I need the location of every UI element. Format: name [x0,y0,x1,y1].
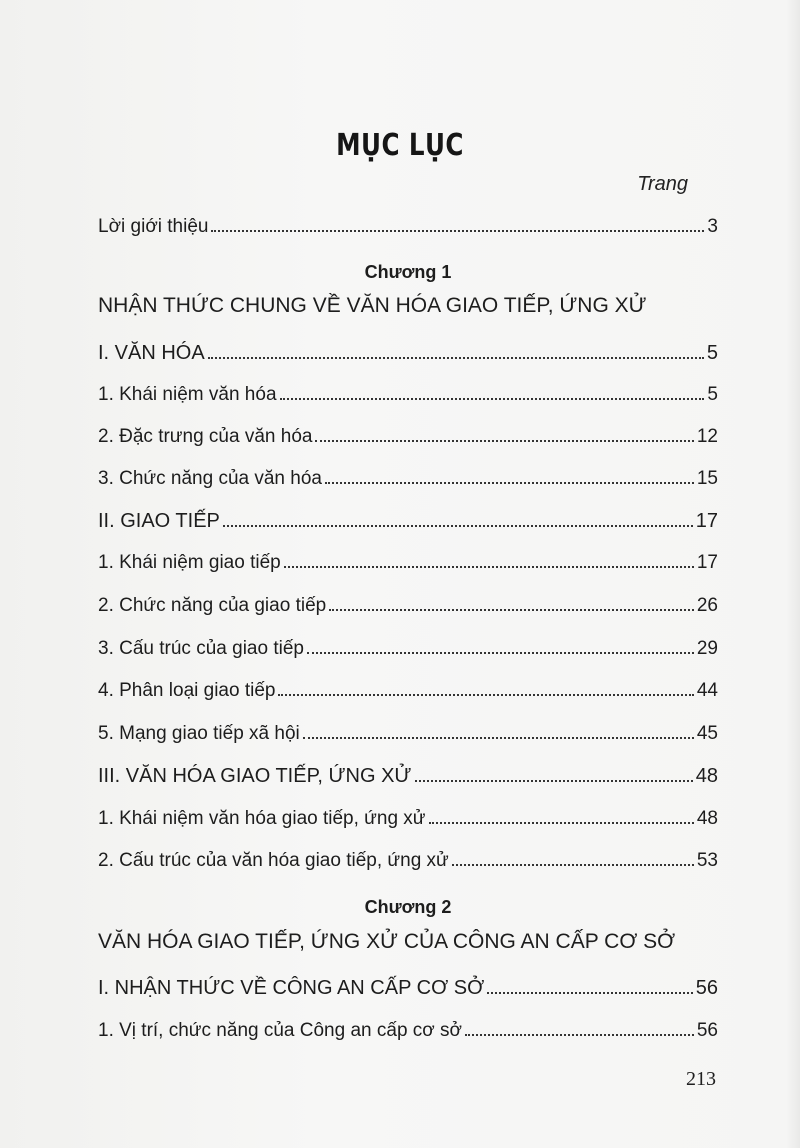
toc-entry-page: 44 [696,680,718,701]
leader-dots [284,565,694,568]
toc-entry-label: 2. Đặc trưng của văn hóa [98,426,313,447]
toc-entry [98,721,718,747]
toc-entry-label: 1. Khái niệm giao tiếp [98,552,281,573]
leader-dots [208,356,704,359]
leader-dots [307,651,694,654]
toc-entry-label: 2. Cấu trúc của văn hóa giao tiếp, ứng xử [98,850,449,871]
leader-dots [303,736,694,739]
toc-entry-page: 17 [695,510,718,532]
toc-entry-page: 17 [696,552,718,573]
toc-entry-label: 3. Chức năng của văn hóa [98,468,322,489]
leader-dots [211,229,704,232]
toc-entry-page: 56 [695,977,718,999]
toc-entry-label: 1. Khái niệm văn hóa giao tiếp, ứng xử [98,808,426,829]
toc-entry-page: 3 [707,216,718,237]
page-edge-shadow [786,0,800,1148]
toc-entry-intro [98,214,718,240]
chapter-2-title: VĂN HÓA GIAO TIẾP, ỨNG XỬ CỦA CÔNG AN CẤP CƠ SỞ [98,930,676,953]
toc-entry-label: II. GIAO TIẾP [98,510,220,532]
leader-dots [325,481,694,484]
leader-dots [315,439,693,442]
toc-entry [98,636,718,662]
chapter-2-heading: Chương 2 [364,897,452,917]
toc-entry [98,382,718,408]
toc-entry-page: 15 [696,468,718,489]
toc-entry [98,508,718,534]
leader-dots [487,991,692,994]
page-number: 213 [686,1068,716,1090]
leader-dots [415,779,693,782]
page-title: MỤC LỤC [336,128,464,163]
toc-entry [98,848,718,874]
toc-entry-label: 4. Phân loại giao tiếp [98,680,276,701]
toc-entry-label: III. VĂN HÓA GIAO TIẾP, ỨNG XỬ [98,765,412,787]
toc-entry-label: 5. Mạng giao tiếp xã hội [98,723,300,744]
toc-entry-label: I. NHẬN THỨC VỀ CÔNG AN CẤP CƠ SỞ [98,977,485,999]
chapter-1-heading: Chương 1 [364,262,452,282]
toc-entry-page: 56 [696,1020,718,1041]
toc-entry [98,678,718,704]
toc-entry [98,466,718,492]
toc-entry [98,763,718,789]
toc-entry-label: 2. Chức năng của giao tiếp [98,595,327,616]
toc-entry-page: 5 [707,384,718,405]
toc-entry [98,550,718,576]
toc-entry [98,806,718,832]
chapter-1-title: NHẬN THỨC CHUNG VỀ VĂN HÓA GIAO TIẾP, ỨNG XỬ [98,294,647,317]
leader-dots [278,693,693,696]
toc-entry-label: I. VĂN HÓA [98,342,205,364]
toc-entry [98,340,718,366]
toc-entry-page: 45 [696,723,718,744]
toc-entry-page: 12 [696,426,718,447]
toc-entry-label: 3. Cấu trúc của giao tiếp [98,638,304,659]
toc-entry [98,593,718,619]
toc-entry-page: 48 [695,765,718,787]
page-column-label: Trang [637,173,688,195]
leader-dots [223,524,693,527]
leader-dots [452,863,694,866]
toc-entry-label: 1. Khái niệm văn hóa [98,384,277,405]
toc-entry-page: 26 [696,595,718,616]
toc-entry-label: 1. Vị trí, chức năng của Công an cấp cơ sở [98,1020,462,1041]
toc-entry [98,1018,718,1044]
toc-entry [98,975,718,1001]
leader-dots [465,1033,694,1036]
toc-entry [98,424,718,450]
toc-entry-page: 53 [696,850,718,871]
toc-entry-page: 29 [696,638,718,659]
leader-dots [329,608,694,611]
toc-entry-page: 48 [696,808,718,829]
table-of-contents [98,0,718,1148]
toc-entry-label: Lời giới thiệu [98,216,209,237]
toc-entry-page: 5 [706,342,718,364]
leader-dots [429,821,694,824]
leader-dots [280,397,705,400]
